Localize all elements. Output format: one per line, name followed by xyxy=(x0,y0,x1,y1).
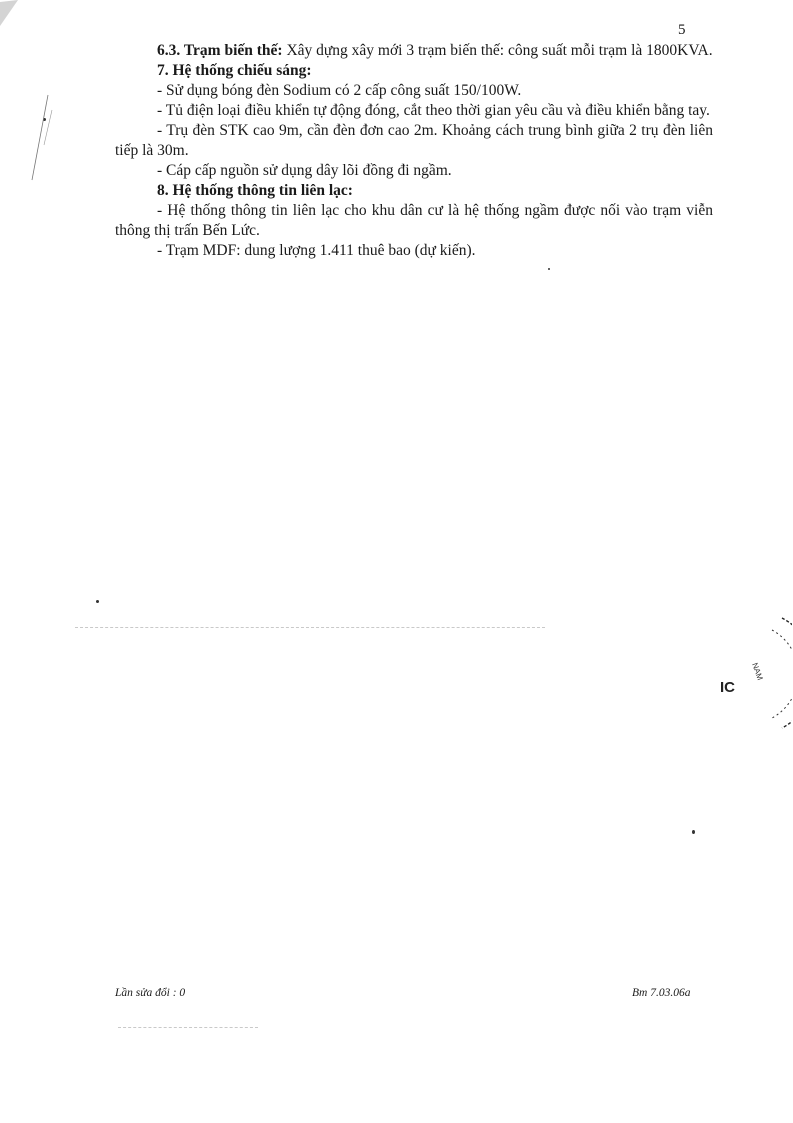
page-number: 5 xyxy=(678,22,686,38)
left-margin-marks xyxy=(18,90,58,190)
svg-text:NAM: NAM xyxy=(750,661,765,682)
document-body xyxy=(115,41,713,261)
section-7-heading: 7. Hệ thống chiếu sáng: xyxy=(157,62,312,79)
scan-line xyxy=(75,627,545,628)
section-8-item-1: - Hệ thống thông tin liên lạc cho khu dân cư là hệ thống ngầm được nối vào trạm viễn thông thị trấn Bến Lức. xyxy=(115,202,713,239)
section-8-heading: 8. Hệ thống thông tin liên lạc: xyxy=(157,182,353,199)
section-6-3 xyxy=(115,41,713,61)
section-6-3-text: Xây dựng xây mới 3 trạm biến thế: công suất mỗi trạm là 1800KVA. xyxy=(282,42,713,59)
scan-speck xyxy=(548,268,550,270)
svg-text:IC: IC xyxy=(720,679,735,696)
scan-speck xyxy=(692,830,695,834)
official-seal-partial xyxy=(712,608,792,738)
scan-line xyxy=(118,1027,258,1028)
section-7-item-2: - Tủ điện loại điều khiển tự động đóng, cắt theo thời gian yêu cầu và điều khiển bằng tay. xyxy=(157,102,710,119)
section-7-item-4: - Cáp cấp nguồn sử dụng dây lõi đồng đi ngầm. xyxy=(157,162,452,179)
section-6-3-label: 6.3. Trạm biến thế: xyxy=(157,42,283,59)
section-8-item-2: - Trạm MDF: dung lượng 1.411 thuê bao (dự kiến). xyxy=(157,242,476,259)
revision-note: Lần sửa đổi : 0 xyxy=(115,987,186,999)
section-7-item-3: - Trụ đèn STK cao 9m, cần đèn đơn cao 2m. Khoảng cách trung bình giữa 2 trụ đèn liên tiếp là 30m. xyxy=(115,122,713,159)
scan-speck xyxy=(96,600,99,603)
section-7-item-1: - Sử dụng bóng đèn Sodium có 2 cấp công suất 150/100W. xyxy=(157,82,522,99)
top-corner-mark xyxy=(0,0,40,30)
form-code: Bm 7.03.06a xyxy=(632,987,691,999)
